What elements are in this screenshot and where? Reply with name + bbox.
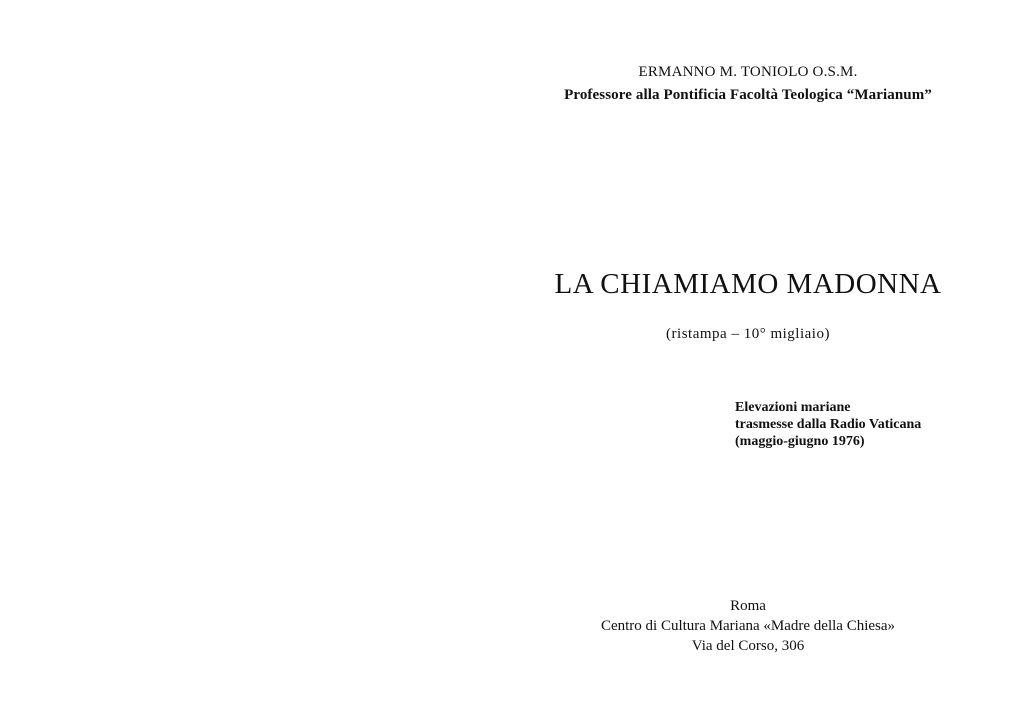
- author-affiliation: Professore alla Pontificia Facoltà Teologica “Marianum”: [564, 87, 932, 103]
- imprint-address: Via del Corso, 306: [691, 638, 805, 654]
- imprint-publisher: Centro di Cultura Mariana «Madre della Chiesa»: [600, 618, 896, 634]
- imprint-city: Roma: [730, 598, 766, 614]
- description-line: Elevazioni mariane: [735, 400, 851, 415]
- title-page: [512, 0, 1024, 724]
- publisher-imprint: [601, 596, 895, 656]
- book-title: LA CHIAMIAMO MADONNA: [554, 268, 942, 300]
- book-description: [735, 399, 921, 450]
- description-line: trasmesse dalla Radio Vaticana: [735, 417, 922, 432]
- edition-note: (ristampa – 10° migliaio): [666, 326, 830, 342]
- description-line: (maggio-giugno 1976): [735, 434, 865, 449]
- author-name: ERMANNO M. TONIOLO O.S.M.: [638, 64, 858, 80]
